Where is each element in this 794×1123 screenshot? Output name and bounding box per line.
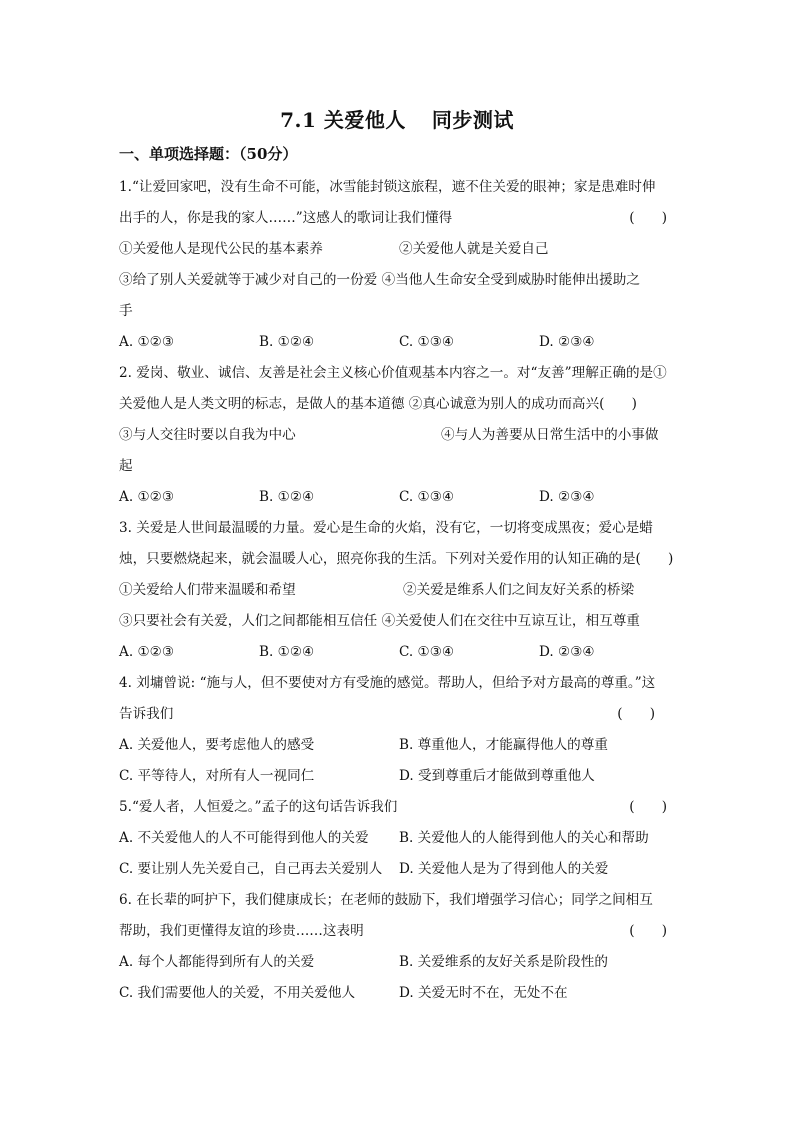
q4-stem-line1: 4. 刘墉曾说: “施与人，但不要使对方有受施的感觉。帮助人，但给予对方最高的尊重。”这 bbox=[119, 675, 656, 691]
option-a: A. 关爱他人，要考虑他人的感受 bbox=[119, 737, 315, 753]
q3-stem-line2: 烛，只要燃烧起来，就会温暖人心，照亮你我的生活。下列对关爱作用的认知正确的是( ) bbox=[119, 551, 674, 567]
answer-paren: ( ) bbox=[629, 923, 667, 939]
option-c: C. ①③④ bbox=[399, 644, 455, 660]
option-b: B. ①②④ bbox=[259, 334, 315, 350]
q2-stem-line2: 关爱他人是人类文明的标志，是做人的基本道德 ②真心诚意为别人的成功而高兴( ) bbox=[119, 396, 637, 412]
answer-paren: ( ) bbox=[629, 210, 667, 226]
q1-statements-1: ①关爱他人是现代公民的基本素养 ②关爱他人就是关爱自己 bbox=[119, 241, 549, 257]
option-d: D. ②③④ bbox=[539, 334, 595, 350]
option-c: C. 平等待人，对所有人一视同仁 bbox=[119, 768, 315, 784]
q3-statements-2: ③只要社会有关爱，人们之间都能相互信任 ④关爱使人们在交往中互谅互让，相互尊重 bbox=[119, 613, 640, 629]
option-b: B. 关爱维系的友好关系是阶段性的 bbox=[399, 954, 608, 970]
q2-statements: ③与人交往时要以自我为中心 ④与人为善要从日常生活中的小事做 bbox=[119, 427, 659, 443]
q5-options-cd bbox=[119, 854, 679, 885]
option-a: A. ①②③ bbox=[119, 334, 175, 350]
answer-paren: ( ) bbox=[617, 706, 655, 722]
option-d: D. 关爱他人是为了得到他人的关爱 bbox=[399, 861, 609, 877]
q4-options-ab bbox=[119, 730, 679, 761]
option-a: A. ①②③ bbox=[119, 489, 175, 505]
q2-stem-line1: 2. 爱岗、敬业、诚信、友善是社会主义核心价值观基本内容之一。对“友善”理解正确的是① bbox=[119, 365, 667, 381]
q2-statements-b: 起 bbox=[119, 458, 133, 474]
option-b: B. ①②④ bbox=[259, 644, 315, 660]
option-b: B. 尊重他人，才能赢得他人的尊重 bbox=[399, 737, 608, 753]
answer-paren: ( ) bbox=[629, 799, 667, 815]
q1-statements-2: ③给了别人关爱就等于减少对自己的一份爱 ④当他人生命安全受到威胁时能伸出援助之 bbox=[119, 272, 640, 288]
page-title bbox=[0, 104, 794, 133]
option-c: C. ①③④ bbox=[399, 489, 455, 505]
option-c: C. 我们需要他人的关爱，不用关爱他人 bbox=[119, 985, 356, 1001]
section-heading: 一、单项选择题：（50分） bbox=[119, 145, 298, 163]
option-d: D. ②③④ bbox=[539, 644, 595, 660]
option-a: A. ①②③ bbox=[119, 644, 175, 660]
question-list bbox=[119, 172, 679, 1009]
option-b: B. 关爱他人的人能得到他人的关心和帮助 bbox=[399, 830, 649, 846]
q1-statements-2b: 手 bbox=[119, 303, 133, 319]
option-d: D. 受到尊重后才能做到尊重他人 bbox=[399, 768, 595, 784]
title-main: 7.1 关爱他人 bbox=[280, 108, 406, 132]
option-d: D. ②③④ bbox=[539, 489, 595, 505]
q6-options-ab bbox=[119, 947, 679, 978]
option-c: C. ①③④ bbox=[399, 334, 455, 350]
q2-options bbox=[119, 482, 679, 513]
q3-stem-line1: 3. 关爱是人世间最温暖的力量。爱心是生命的火焰，没有它，一切将变成黑夜；爱心是蜡 bbox=[119, 520, 653, 536]
option-c: C. 要让别人先关爱自己，自己再去关爱别人 bbox=[119, 861, 383, 877]
q5-options-ab bbox=[119, 823, 679, 854]
q4-options-cd bbox=[119, 761, 679, 792]
q6-stem-line1: 6. 在长辈的呵护下，我们健康成长；在老师的鼓励下，我们增强学习信心；同学之间相互 bbox=[119, 892, 653, 908]
q6-options-cd bbox=[119, 978, 679, 1009]
option-a: A. 每个人都能得到所有人的关爱 bbox=[119, 954, 315, 970]
q4-stem-line2: 告诉我们 ( ) bbox=[119, 699, 679, 730]
q3-statements-1: ①关爱给人们带来温暖和希望 ②关爱是维系人们之间友好关系的桥梁 bbox=[119, 582, 635, 598]
option-b: B. ①②④ bbox=[259, 489, 315, 505]
q1-options bbox=[119, 327, 679, 358]
q3-options bbox=[119, 637, 679, 668]
option-d: D. 关爱无时不在，无处不在 bbox=[399, 985, 568, 1001]
q5-stem-line1: 5.“爱人者，人恒爱之。”孟子的这句话告诉我们 ( ) bbox=[119, 792, 679, 823]
q6-stem-line2: 帮助，我们更懂得友谊的珍贵……这表明 ( ) bbox=[119, 916, 679, 947]
q1-stem-line2: 出手的人，你是我的家人……”这感人的歌词让我们懂得 ( ) bbox=[119, 203, 679, 234]
option-a: A. 不关爱他人的人不可能得到他人的关爱 bbox=[119, 830, 369, 846]
title-sub: 同步测试 bbox=[431, 108, 514, 132]
q1-stem-line1: 1.“让爱回家吧，没有生命不可能，冰雪能封锁这旅程，遮不住关爱的眼神；家是患难时伸 bbox=[119, 179, 656, 195]
